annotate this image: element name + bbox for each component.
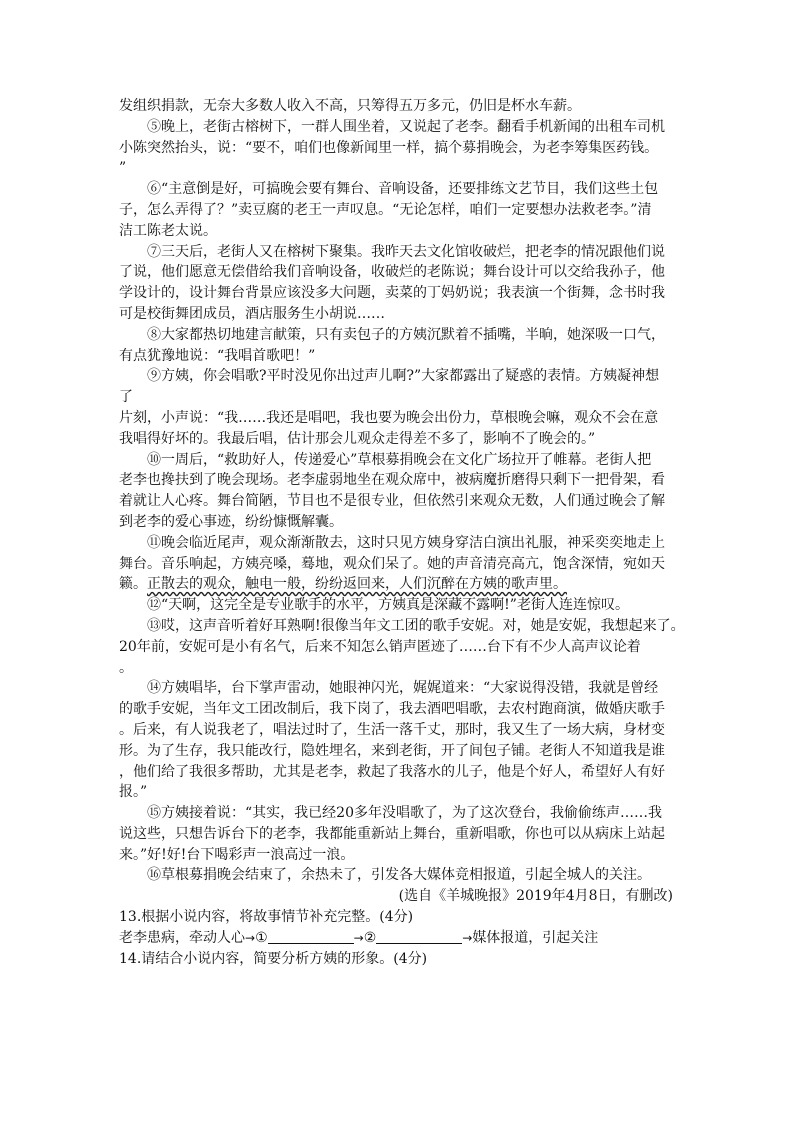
- passage-line: 。: [119, 659, 133, 676]
- passage-line: ⑮方姨接着说：“其实，我已经20多年没唱歌了，为了这次登台，我偷偷练声……我: [147, 805, 662, 822]
- passage-line: 学设计的，设计舞台背景应该没多大问题，卖菜的丁妈奶说；我表演一个街舞，念书时我: [119, 285, 665, 302]
- passage-line: 着就让人心疼。舞台简陋，节目也不是很专业，但依然引来观众无数，人们通过晚会了解: [119, 493, 665, 510]
- passage-line: 形。为了生存，我只能改行，隐姓埋名，来到老街，开了间包子铺。老街人不知道我是谁: [119, 742, 665, 759]
- passage-line: ⑫“天啊，这完全是专业歌手的水平，方姨真是深藏不露啊!”老街人连连惊叹。: [147, 597, 629, 614]
- arrow-icon: →: [245, 930, 256, 945]
- passage-line: ⑧大家都热切地建言献策，只有卖包子的方姨沉默着不插嘴，半晌，她深吸一口气，: [147, 326, 665, 343]
- arrow-icon: →: [462, 930, 473, 945]
- passage-line: 老李也搀扶到了晚会现场。老李虚弱地坐在观众席中，被病魔折磨得只剩下一把骨架，看: [119, 472, 665, 489]
- passage-line: 来。”好!好!台下喝彩声一浪高过一浪。: [119, 846, 355, 863]
- passage-line: 我唱得好坏的。我最后唱，估计那会儿观众走得差不多了，影响不了晚会的。”: [119, 430, 596, 447]
- document-page: [119, 96, 683, 969]
- passage-line: ⑩一周后，“救助好人，传递爱心”草根募捐晚会在文化广场拉开了帷幕。老街人把: [147, 451, 652, 468]
- passage-line: ⑬哎，这声音听着好耳熟啊!很像当年文工团的歌手安妮。对，她是安妮，我想起来了。: [147, 617, 685, 634]
- passage-line: 有点犹豫地说：“我唱首歌吧！”: [119, 347, 316, 364]
- passage-line-wavy: [119, 574, 683, 595]
- blank-1-marker: ①: [255, 929, 268, 946]
- arrow-icon: →: [353, 930, 364, 945]
- passage-line: 。后来，有人说我老了，唱法过时了，生活一落千丈，那时，我又生了一场大病，身材变: [119, 721, 665, 738]
- passage-line: ⑯草根募捐晚会结束了，余热未了，引发各大媒体竞相报道，引起全城人的关注。: [147, 867, 651, 884]
- wavy-prefix: 籁。: [119, 576, 147, 593]
- passage-line: 舞台。音乐响起，方姨亮嗓，蓦地，观众们呆了。她的声音清亮高亢，饱含深情，宛如天: [119, 555, 665, 572]
- question-14: 14.请结合小说内容，简要分析方姨的形象。(4分): [119, 950, 428, 967]
- answer-blank-1[interactable]: [268, 929, 354, 944]
- passage-line: ⑪晚会临近尾声，观众渐渐散去，这时只见方姨身穿洁白演出礼服，神采奕奕地走上: [147, 534, 665, 551]
- passage-line: 20年前，安妮可是小有名气，后来不知怎么销声匿迹了……台下有不少人高声议论着: [119, 638, 641, 655]
- passage-line: ⑨方姨，你会唱歌?平时没见你出过声儿啊?”大家都露出了疑惑的表情。方姨凝神想: [147, 368, 660, 385]
- flow-start: 老李患病，牵动人心: [119, 929, 245, 946]
- question-13: 13.根据小说内容，将故事情节补充完整。(4分): [119, 909, 414, 926]
- passage-line: 到老李的爱心事迹，纷纷慷慨解囊。: [119, 513, 343, 530]
- answer-blank-2[interactable]: [376, 929, 462, 944]
- passage-line: 片刻，小声说：“我……我还是唱吧，我也要为晚会出份力，草根晚会嘛，观众不会在意: [119, 409, 659, 426]
- flow-end: 媒体报道，引起关注: [472, 929, 599, 946]
- passage-line: 的歌手安妮，当年文工团改制后，我下岗了，我去酒吧唱歌，去农村跑商演，做婚庆歌手: [119, 701, 665, 718]
- blank-2-marker: ②: [363, 929, 377, 946]
- passage-line: 了说，他们愿意无偿借给我们音响设备，收破烂的老陈说；舞台设计可以交给我孙子，他: [119, 264, 665, 281]
- passage-line: ⑦三天后，老街人又在榕树下聚集。我昨天去文化馆收破烂，把老李的情况跟他们说: [147, 243, 665, 260]
- passage-line: 说这些，只想告诉台下的老李，我都能重新站上舞台，重新唱歌，你也可以从病床上站起: [119, 825, 665, 842]
- passage-line: 发组织捐款，无奈大多数人收入不高，只筹得五万多元，仍旧是杯水车薪。: [119, 98, 581, 114]
- passage-line: ，他们给了我很多帮助，尤其是老李，救起了我落水的儿子，他是个好人，希望好人有好: [119, 763, 665, 780]
- passage-line: ⑭方姨唱毕，台下掌声雷动，她眼神闪光，娓娓道来：“大家说得没错，我就是曾经: [147, 680, 659, 697]
- passage-line: 可是校街舞团成员，酒店服务生小胡说……: [119, 305, 385, 322]
- passage-line: 小陈突然抬头，说：“要不，咱们也像新闻里一样，搞个募捐晚会，为老李筹集医药钱。: [119, 139, 659, 156]
- passage-line: ⑤晚上，老街古榕树下，一群人围坐着，又说起了老李。翻看手机新闻的出租车司机: [147, 118, 665, 135]
- passage-line: 洁工陈老太说。: [119, 222, 217, 239]
- passage-line: 了: [119, 389, 133, 406]
- source-citation: (选自《羊城晚报》2019年4月8日，有删改): [398, 888, 673, 905]
- question-13-flow: [119, 928, 683, 949]
- passage-line: 报。”: [119, 784, 148, 801]
- passage-line: ”: [119, 160, 127, 177]
- passage-line: 子，怎么弄得了？”卖豆腐的老王一声叹息。“无论怎样，咱们一定要想办法救老李。”清: [119, 201, 652, 218]
- wavy-underlined-sentence: 正散去的观众，触电一般，纷纷返回来，人们沉醉在方姨的歌声里。: [147, 576, 567, 593]
- passage-line: ⑥“主意倒是好，可搞晚会要有舞台、音响设备，还要排练文艺节目，我们这些土包: [147, 181, 659, 198]
